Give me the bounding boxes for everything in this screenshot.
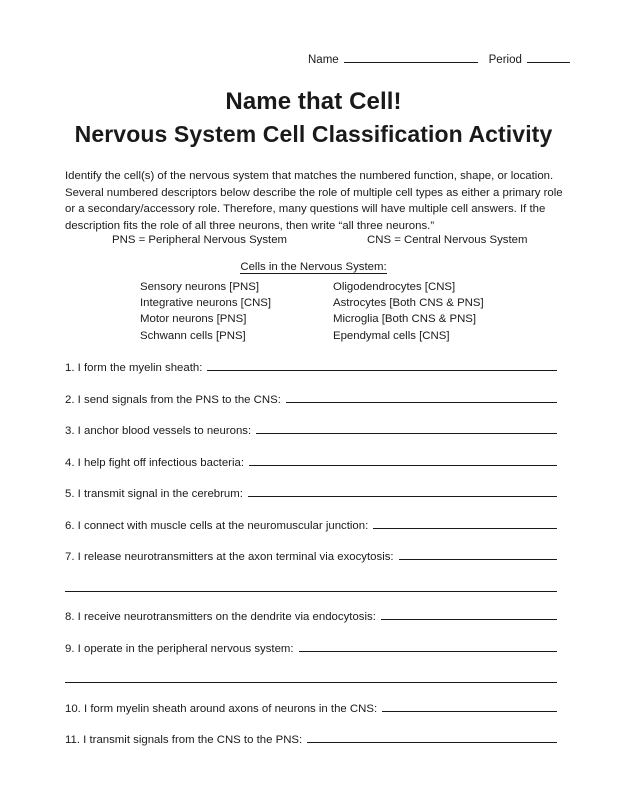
- question-item-8: [65, 609, 557, 623]
- cell-list-heading-text: Cells in the Nervous System:: [240, 261, 387, 273]
- list-item: Astrocytes [Both CNS & PNS]: [333, 297, 484, 310]
- page-title: Name that Cell!: [225, 88, 402, 115]
- question-text: 2. I send signals from the PNS to the CNS:: [65, 393, 281, 406]
- name-blank-line[interactable]: [344, 51, 478, 63]
- answer-blank-line[interactable]: [382, 701, 557, 712]
- cell-list-heading: [0, 261, 627, 273]
- answer-blank-line[interactable]: [286, 392, 557, 403]
- answer-blank-line[interactable]: [399, 549, 557, 560]
- answer-blank-line[interactable]: [299, 641, 557, 652]
- legend-pns: PNS = Peripheral Nervous System: [112, 234, 288, 246]
- question-list: [65, 360, 557, 764]
- cell-list-left-column: [140, 279, 333, 344]
- question-item-2: [65, 392, 557, 406]
- cell-list-right-column: [333, 279, 560, 344]
- list-item: Microglia [Both CNS & PNS]: [333, 313, 477, 326]
- question-item-10: [65, 701, 557, 715]
- cell-list: [140, 279, 560, 344]
- list-item: Motor neurons [PNS]: [140, 313, 247, 326]
- question-item-5: [65, 486, 557, 500]
- abbreviation-legend: [112, 234, 570, 246]
- question-text: 6. I connect with muscle cells at the neuromuscular junction:: [65, 519, 369, 532]
- question-item-11: [65, 732, 557, 746]
- page-subtitle: Nervous System Cell Classification Activity: [74, 121, 553, 148]
- legend-cns: CNS = Central Nervous System: [367, 234, 528, 246]
- name-period-header: [308, 51, 570, 66]
- question-text: 10. I form myelin sheath around axons of neurons in the CNS:: [65, 702, 378, 715]
- answer-blank-line-continuation[interactable]: [65, 672, 557, 683]
- question-item-4: [65, 455, 557, 469]
- question-item-7: [65, 549, 557, 563]
- name-label: Name: [308, 54, 339, 66]
- list-item: Sensory neurons [PNS]: [140, 281, 260, 293]
- answer-blank-line[interactable]: [381, 609, 557, 620]
- question-text: 9. I operate in the peripheral nervous system:: [65, 642, 294, 655]
- list-item: Oligodendrocytes [CNS]: [333, 281, 456, 293]
- question-text: 3. I anchor blood vessels to neurons:: [65, 425, 252, 437]
- question-text: 5. I transmit signal in the cerebrum:: [65, 488, 243, 500]
- answer-blank-line[interactable]: [207, 360, 557, 371]
- question-item-1: [65, 360, 557, 374]
- answer-blank-line[interactable]: [373, 518, 557, 529]
- period-label: Period: [488, 54, 522, 66]
- answer-blank-line[interactable]: [256, 423, 557, 434]
- answer-blank-line[interactable]: [249, 455, 557, 466]
- instructions-paragraph: Identify the cell(s) of the nervous system that matches the numbered function, shape, or location. Several numbered descriptors below describe the role of multiple cell types as either a primary role or a secondary/accessory role. Therefore, many questions will have multiple cell answers. If the description fits the role of all three neurons, then write “all three neurons.”: [65, 170, 563, 232]
- answer-blank-line-continuation[interactable]: [65, 581, 557, 592]
- answer-blank-line[interactable]: [248, 486, 557, 497]
- question-text: 8. I receive neurotransmitters on the dendrite via endocytosis:: [65, 611, 376, 623]
- period-blank-line[interactable]: [527, 51, 570, 63]
- list-item: Integrative neurons [CNS]: [140, 297, 272, 310]
- question-text: 1. I form the myelin sheath:: [65, 362, 203, 374]
- title-block: [0, 88, 627, 148]
- list-item: Ependymal cells [CNS]: [333, 329, 450, 342]
- question-text: 11. I transmit signals from the CNS to the PNS:: [65, 734, 303, 746]
- list-item: Schwann cells [PNS]: [140, 329, 246, 342]
- question-item-6: [65, 518, 557, 532]
- question-text: 4. I help fight off infectious bacteria:: [65, 456, 244, 469]
- question-item-9: [65, 641, 557, 655]
- answer-blank-line[interactable]: [307, 732, 557, 743]
- question-item-3: [65, 423, 557, 437]
- question-text: 7. I release neurotransmitters at the axon terminal via exocytosis:: [65, 551, 394, 563]
